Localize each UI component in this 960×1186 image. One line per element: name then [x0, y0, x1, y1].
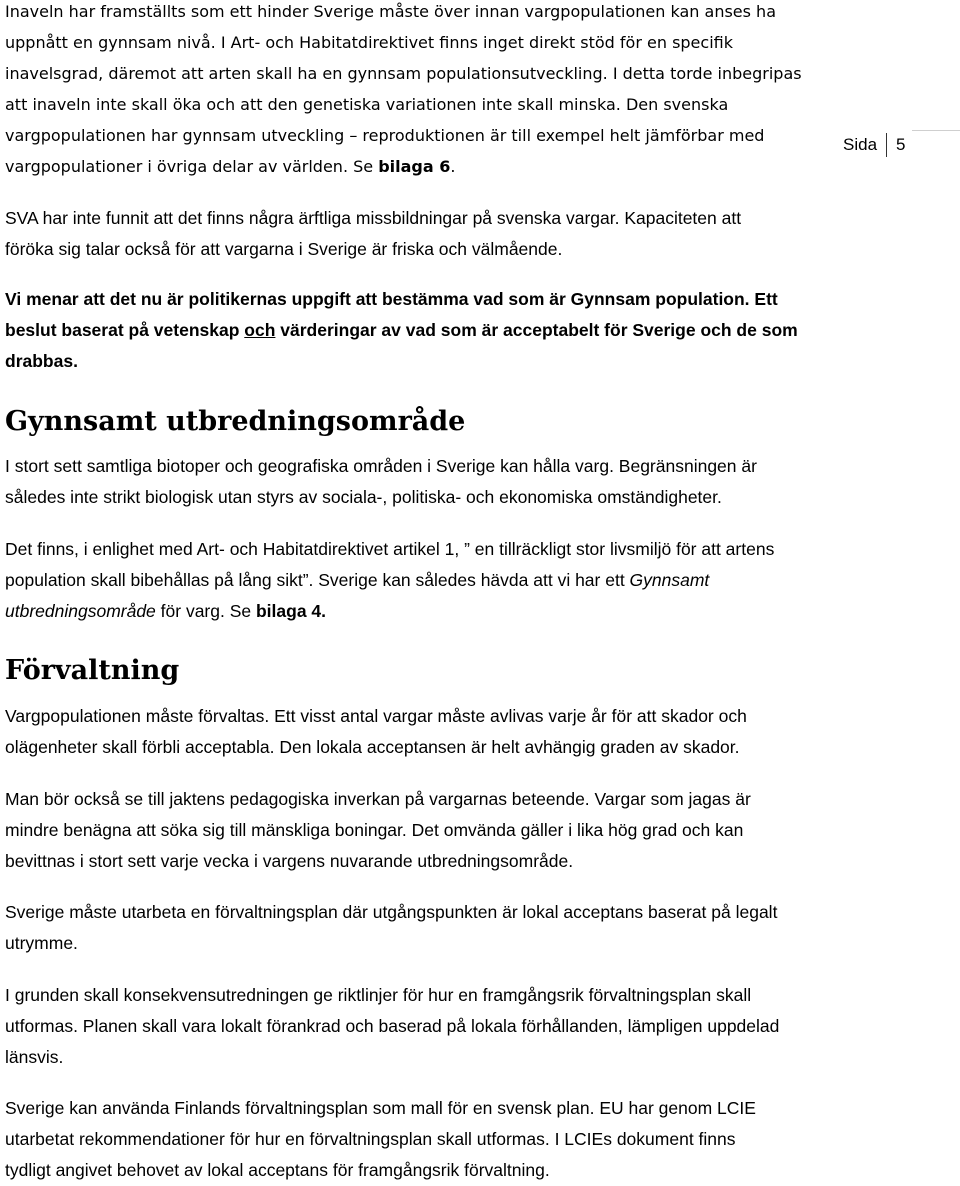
- text-line: I stort sett samtliga biotoper och geografiska områden i Sverige kan hålla varg. Begränsningen är: [5, 456, 757, 476]
- text-line: Det finns, i enlighet med Art- och Habitatdirektivet artikel 1, ” en tillräckligt stor livsmiljö för att artens: [5, 539, 775, 559]
- text-line: [5, 315, 798, 346]
- text-run: .: [450, 157, 456, 176]
- section-heading: Förvaltning: [5, 655, 180, 686]
- page-number: 5: [886, 133, 905, 157]
- text-line: inavelsgrad, däremot att arten skall ha en gynnsam populationsutveckling. I detta torde inbegripas: [5, 64, 802, 83]
- text-line: bevittnas i stort sett varje vecka i vargens nuvarande utbredningsområde.: [5, 851, 574, 871]
- text-line: Vargpopulationen måste förvaltas. Ett visst antal vargar måste avlivas varje år för att skador och: [5, 706, 747, 726]
- text-line: Sverige kan använda Finlands förvaltningsplan som mall för en svensk plan. EU har genom LCIE: [5, 1098, 756, 1118]
- text-line: olägenheter skall förbli acceptabla. Den lokala acceptansen är helt avhängig graden av skador.: [5, 737, 740, 757]
- text-line: att inaveln inte skall öka och att den genetiska variationen inte skall minska. Den svenska: [5, 95, 729, 114]
- text-line: utformas. Planen skall vara lokalt förankrad och baserad på lokala förhållanden, lämpligen uppdelad: [5, 1016, 780, 1036]
- italic-term: utbredningsområde: [5, 601, 156, 621]
- paragraph-sva: [5, 203, 741, 265]
- text-run: värderingar av vad som är acceptabelt för Sverige och de som: [275, 320, 798, 340]
- text-line: uppnått en gynnsam nivå. I Art- och Habitatdirektivet finns inget direkt stöd för en specifik: [5, 33, 733, 52]
- paragraph-management: [5, 701, 747, 763]
- paragraph-habitat-directive: [5, 534, 774, 627]
- text-line: utarbetat rekommendationer för hur en förvaltningsplan skall utformas. I LCIEs dokument finns: [5, 1129, 736, 1149]
- text-run: vargpopulationer i övriga delar av världen. Se: [5, 157, 379, 176]
- paragraph-hunting: [5, 784, 751, 877]
- text-line: vargpopulationen har gynnsam utveckling – reproduktionen är till exempel helt jämförbar med: [5, 126, 765, 145]
- section-heading: Gynnsamt utbredningsområde: [5, 406, 466, 437]
- appendix-reference: bilaga 6: [378, 157, 451, 176]
- text-line: föröka sig talar också för att vargarna i Sverige är friska och välmående.: [5, 239, 563, 259]
- text-line: tydligt angivet behovet av lokal acceptans för framgångsrik förvaltning.: [5, 1160, 550, 1180]
- text-line: SVA har inte funnit att det finns några ärftliga missbildningar på svenska vargar. Kapaciteten att: [5, 208, 742, 228]
- text-line: [5, 596, 774, 627]
- text-line: mindre benägna att söka sig till mänskliga boningar. Det omvända gäller i lika hög grad och kan: [5, 820, 744, 840]
- text-line: således inte strikt biologisk utan styrs av sociala-, politiska- och ekonomiska omständigheter.: [5, 487, 722, 507]
- text-line: utrymme.: [5, 933, 78, 953]
- italic-term: Gynnsamt: [629, 570, 710, 590]
- page-label: Sida: [843, 135, 878, 154]
- text-line: [5, 565, 774, 596]
- text-line: [5, 284, 798, 315]
- appendix-reference: bilaga 4.: [255, 601, 327, 621]
- paragraph-impact-assessment: [5, 980, 779, 1073]
- text-run: för varg. Se: [155, 601, 256, 621]
- paragraph-politics: [5, 284, 798, 377]
- text-line: Sverige måste utarbeta en förvaltningsplan där utgångspunkten är lokal acceptans baserat på legalt: [5, 902, 778, 922]
- text-line: länsvis.: [5, 1047, 64, 1067]
- underlined-word: och: [244, 320, 276, 340]
- text-line: Inaveln har framställts som ett hinder Sverige måste över innan vargpopulationen kan anses ha: [5, 2, 776, 21]
- text-run: [244, 320, 275, 340]
- text-line: [5, 346, 798, 377]
- text-run: beslut baserat på vetenskap: [5, 320, 245, 340]
- paragraph-management-plan: [5, 897, 777, 959]
- text-line: Man bör också se till jaktens pedagogiska inverkan på vargarnas beteende. Vargar som jagas är: [5, 789, 751, 809]
- text-line: I grunden skall konsekvensutredningen ge riktlinjer för hur en framgångsrik förvaltningsplan skall: [5, 985, 752, 1005]
- page-number-label: [843, 133, 906, 157]
- paragraph-biotopes: [5, 451, 757, 513]
- paragraph-finland-plan: [5, 1093, 756, 1186]
- text-run: drabbas.: [5, 351, 78, 371]
- text-line: [5, 151, 802, 182]
- text-run: Vi menar att det nu är politikernas uppgift att bestämma vad som är Gynnsam population. Ett: [5, 289, 778, 309]
- paragraph-inbreeding: [5, 0, 802, 182]
- header-rule: [912, 130, 960, 131]
- text-run: population skall bibehållas på lång sikt”. Sverige kan således hävda att vi har ett: [5, 570, 630, 590]
